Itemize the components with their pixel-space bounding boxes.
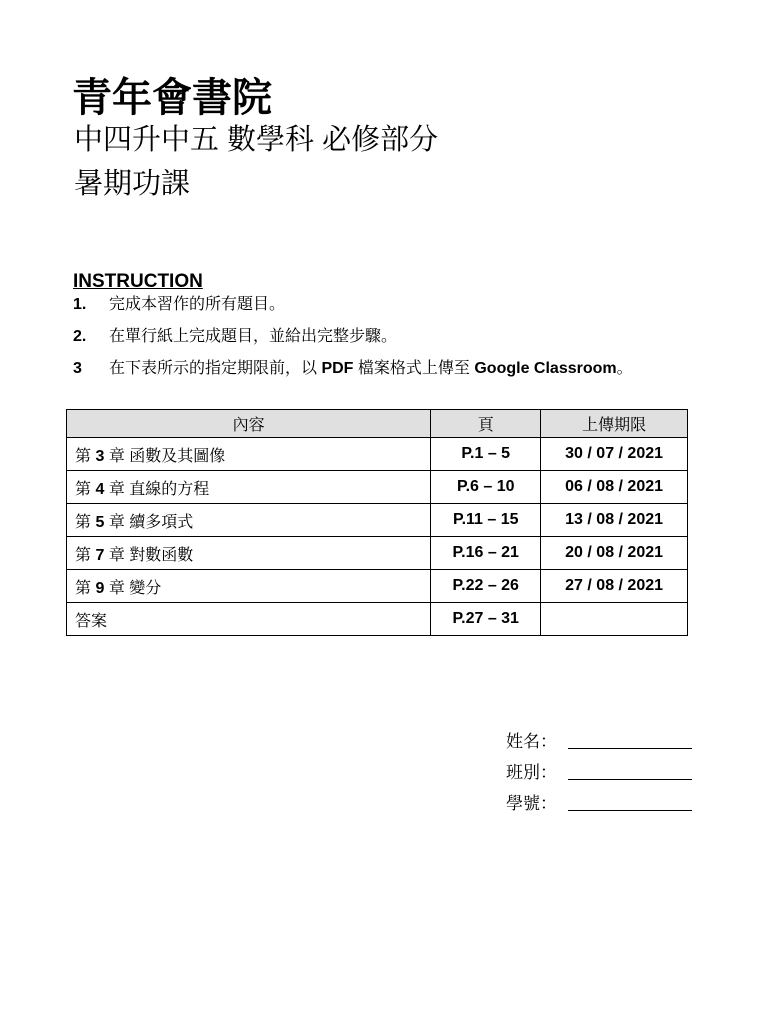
class-blank-line[interactable] [568,779,692,780]
instruction-text: 在單行紙上完成題目，並給出完整步驟。 [109,328,398,345]
chapter-cell [67,504,431,537]
homework-title: 暑期功課 [74,168,191,200]
chapter-prefix: 第 [75,447,92,465]
instruction-number: 1. [73,296,87,313]
table-row [67,438,688,471]
chapter-number: 7 [95,546,105,564]
subject-title: 中四升中五 數學科 必修部分 [74,124,439,156]
instruction-list [73,294,713,390]
chapter-prefix: 第 [75,513,92,531]
pages-cell: P.1 – 5 [431,438,541,471]
chapter-cell [67,471,431,504]
deadline-cell: 30 / 07 / 2021 [541,438,688,471]
header-deadline: 上傳期限 [541,410,688,438]
deadline-cell: 27 / 08 / 2021 [541,570,688,603]
table-header-row [67,410,688,438]
class-label: 班別： [506,763,557,782]
table-row [67,537,688,570]
chapter-cell [67,570,431,603]
name-blank-line[interactable] [568,748,692,749]
chapter-title: 章 直線的方程 [108,480,210,498]
deadline-cell [541,603,688,636]
table-row [67,504,688,537]
name-label: 姓名： [506,732,557,751]
chapter-number: 5 [95,513,105,531]
answers-cell: 答案 [67,603,431,636]
chapter-number: 4 [95,480,105,498]
pages-cell: P.16 – 21 [431,537,541,570]
platform-name: Google Classroom [474,360,617,377]
instruction-heading: INSTRUCTION [73,271,203,292]
pages-cell: P.27 – 31 [431,603,541,636]
header-content: 內容 [67,410,431,438]
instruction-text [109,358,633,380]
instruction-number: 3 [73,360,82,377]
chapter-title: 章 變分 [108,579,162,597]
table-row [67,471,688,504]
chapter-prefix: 第 [75,546,92,564]
instruction-number: 2. [73,328,87,345]
pages-cell: P.6 – 10 [431,471,541,504]
deadline-cell: 20 / 08 / 2021 [541,537,688,570]
file-format: PDF [321,360,354,377]
pages-cell: P.11 – 15 [431,504,541,537]
student-number-blank-line[interactable] [568,810,692,811]
student-number-label: 學號： [506,794,557,813]
deadline-cell: 06 / 08 / 2021 [541,471,688,504]
schedule-table [66,409,688,636]
header-pages: 頁 [431,410,541,438]
instruction-text-part: 。 [616,360,633,377]
table-row [67,603,688,636]
chapter-cell [67,438,431,471]
chapter-title: 章 對數函數 [108,546,194,564]
chapter-title: 章 續多項式 [108,513,194,531]
chapter-prefix: 第 [75,480,92,498]
instruction-item-1 [73,294,713,326]
chapter-number: 3 [95,447,105,465]
instruction-item-2 [73,326,713,358]
chapter-number: 9 [95,579,105,597]
chapter-cell [67,537,431,570]
chapter-prefix: 第 [75,579,92,597]
table-row [67,570,688,603]
instruction-text-part: 檔案格式上傳至 [353,360,475,377]
deadline-cell: 13 / 08 / 2021 [541,504,688,537]
instruction-text-part: 在下表所示的指定期限前，以 [109,360,322,377]
pages-cell: P.22 – 26 [431,570,541,603]
school-name: 青年會書院 [72,76,272,120]
instruction-item-3 [73,358,713,390]
instruction-text: 完成本習作的所有題目。 [109,296,286,313]
chapter-title: 章 函數及其圖像 [108,447,226,465]
